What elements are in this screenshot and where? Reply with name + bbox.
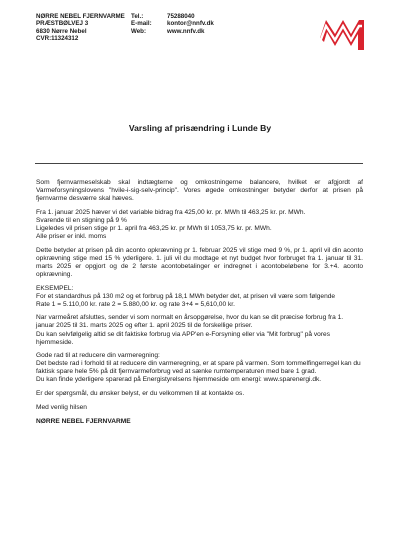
email-value[interactable]: kontor@nnfv.dk	[167, 20, 214, 28]
company-cvr: CVR:11324312	[36, 35, 79, 43]
company-city: 6830 Nørre Nebel	[36, 27, 87, 35]
intro-paragraph: Som fjernvarmeselskab skal indtægterne og omkostningerne balancere, hvilket er afgjordt af Varmeforsyningslovens "hvile-i-sig-selv-princip". Vores øgede omkostninger betyder derfor at prisen på fjernvarme desværre skal hæves.	[36, 179, 363, 203]
company-address	[36, 13, 125, 43]
closing-greeting: Med venlig hilsen	[36, 403, 87, 411]
example-paragraph: EKSEMPEL: For et standardhus på 130 m2 og et forbrug på 18,1 MWh betyder det, at prisen vil være som følgende Rate 1 = 5.110,00 kr. rate 2 = 5.880,00 kr. og rate 3+4 = 5,610,00 kr.	[36, 284, 336, 308]
letter-title: Varsling af prisændring i Lunde By	[128, 123, 272, 133]
company-name: NØRRE NEBEL FJERNVARME	[36, 13, 125, 20]
price-change-paragraph: Fra 1. januar 2025 hæver vi det variable bidrag fra 425,00 kr. pr. MWh til 463,25 kr. pr. MWh. Svarende til en stigning på 9 % Ligeledes vil prisen stige pr 1. april fra 463,25 kr. pr MWh til 1053,75 kr. pr. MWh. Alle priser er inkl. moms	[36, 208, 306, 241]
phone-label: Tel.:	[131, 13, 144, 20]
email-label: E-mail:	[131, 20, 152, 28]
aconto-paragraph: Dette betyder at prisen på din aconto opkrævning pr 1. februar 2025 vil stige med 9 %, pr 1. april vil din aconto opkrævning stige med 15 % yderligere. 1. juli vil du modtage et nyt budget hvor forbruget fra 1. januar til 31. marts 2025 er opgjort og de 2 første acontobetalinger er indregnet i acontobeløbene for 3.+4. aconto opkrævning.	[36, 246, 363, 278]
nnfv-logo-icon	[318, 12, 366, 52]
annual-statement-paragraph: Nar varmeåret afsluttes, sender vi som normalt en årsopgørelse, hvor du kan se dit præcise forbrug fra 1. januar 2025 til 31. marts 2025 og efter 1. april 2025 til de forskellige priser. Du kan selvfølgelig altid se dit faktiske forbrug via APP'en e-Forsyning eller via "Mit forbrug" på vores hjemmeside.	[36, 314, 344, 346]
signature: NØRRE NEBEL FJERNVARME	[36, 417, 131, 425]
web-label: Web:	[131, 27, 147, 35]
letterhead	[36, 13, 366, 53]
company-street: PRÆSTBØLVEJ 3	[36, 20, 89, 28]
letter-body	[36, 179, 363, 426]
questions-paragraph: Er der spørgsmål, du ønsker belyst, er du velkommen til at kontakte os.	[36, 390, 245, 398]
contact-info	[131, 13, 214, 35]
phone-value: 75288040	[167, 13, 195, 20]
web-value[interactable]: www.nnfv.dk	[167, 27, 205, 35]
saving-tips-paragraph: Gode rad til at reducere din varmeregning: Det bedste rad i forhold til at reducere din varmeregning, er at spare på varmen. Som tommelfingerregel kan du faktisk spare hele 5% på dit fjernvarmeforbrug ved at sænke rumtemperaturen med bare 1 grad. Du kan finde yderligere sparerad på Energistyrelsens hjemmeside om energi: www.sparenergi.dk.	[36, 352, 361, 384]
divider	[35, 163, 363, 164]
